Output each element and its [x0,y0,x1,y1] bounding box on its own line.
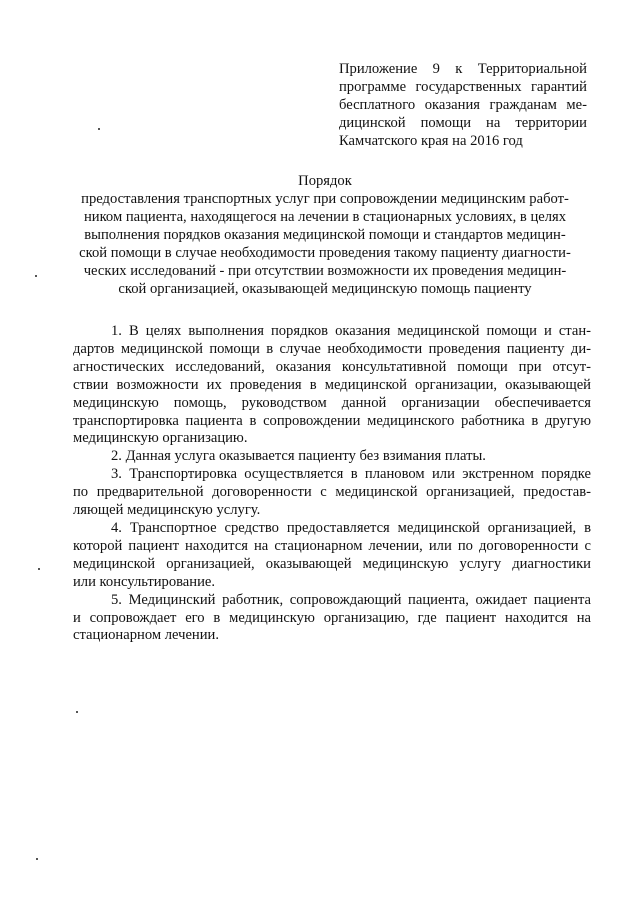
body-line: 3. Транспортировка осуществляется в плановом или экстренном порядке [111,466,591,483]
document-body [73,323,591,645]
scan-speck [38,568,40,570]
body-line: ствии возможности их проведения в медицинской организации, оказывающей [73,376,591,393]
body-line: 1. В целях выполнения порядков оказания медицинской помощи и стан- [111,323,591,339]
appendix-line: программе государственных гарантий [339,79,587,95]
body-line: медицинской организацией, оказывающей медицинскую услугу диагностики [73,555,591,572]
title-line: ской организацией, оказывающей медицинскую помощь пациенту [118,281,532,297]
body-line: ляющей медицинскую услугу. [73,502,261,519]
paragraph-2 [73,448,591,466]
paragraph-5 [73,592,591,646]
title-heading: Порядок [298,173,352,189]
appendix-line: бесплатного оказания гражданам ме- [339,97,587,113]
body-line: которой пациент находится на стационарном лечении, или по договоренности с [73,537,591,554]
body-line: 5. Медицинский работник, сопровождающий пациента, ожидает пациента [111,591,591,608]
body-line: дартов медицинской помощи в случае необходимости проведения пациенту ди- [73,340,591,357]
body-line: 2. Данная услуга оказывается пациенту без взимания платы. [111,448,486,465]
scan-speck [36,858,38,860]
paragraph-1 [73,323,591,448]
body-line: агностических исследований, оказания консультативной помощи при отсут- [73,358,591,375]
document-title [60,172,590,298]
title-line: предоставления транспортных услуг при сопровождении медицинским работ- [81,191,569,207]
body-line: и сопровождает его в медицинскую организацию, где пациент находится на [73,609,591,626]
body-line: по предварительной договоренности с медицинской организацией, предостав- [73,484,591,501]
body-line: или консультирование. [73,573,216,590]
paragraph-4 [73,520,591,592]
title-line: ской помощи в случае необходимости проведения такому пациенту диагности- [79,245,571,261]
body-line: стационарном лечении. [73,627,220,644]
title-line: ником пациента, находящегося на лечении в стационарных условиях, в целях [83,209,567,225]
scan-speck [35,275,37,277]
scan-speck [76,711,78,713]
body-line: медицинскую помощь, руководством данной организации обеспечивается [73,394,591,411]
title-line: ческих исследований - при отсутствии возможности их проведения медицин- [83,263,567,279]
scan-speck [98,128,100,130]
appendix-line: Камчатского края на 2016 год [339,133,523,149]
body-line: транспортировка пациента в сопровождении медицинского работника в другую [73,412,591,429]
appendix-line: дицинской помощи на территории [339,115,587,131]
body-line: 4. Транспортное средство предоставляется медицинской организацией, в [111,519,591,536]
appendix-note [339,60,587,150]
paragraph-3 [73,466,591,520]
title-line: выполнения порядков оказания медицинской помощи и стандартов медицин- [84,227,566,243]
appendix-line: Приложение 9 к Территориальной [339,61,587,77]
body-line: медицинскую организацию. [73,430,248,447]
